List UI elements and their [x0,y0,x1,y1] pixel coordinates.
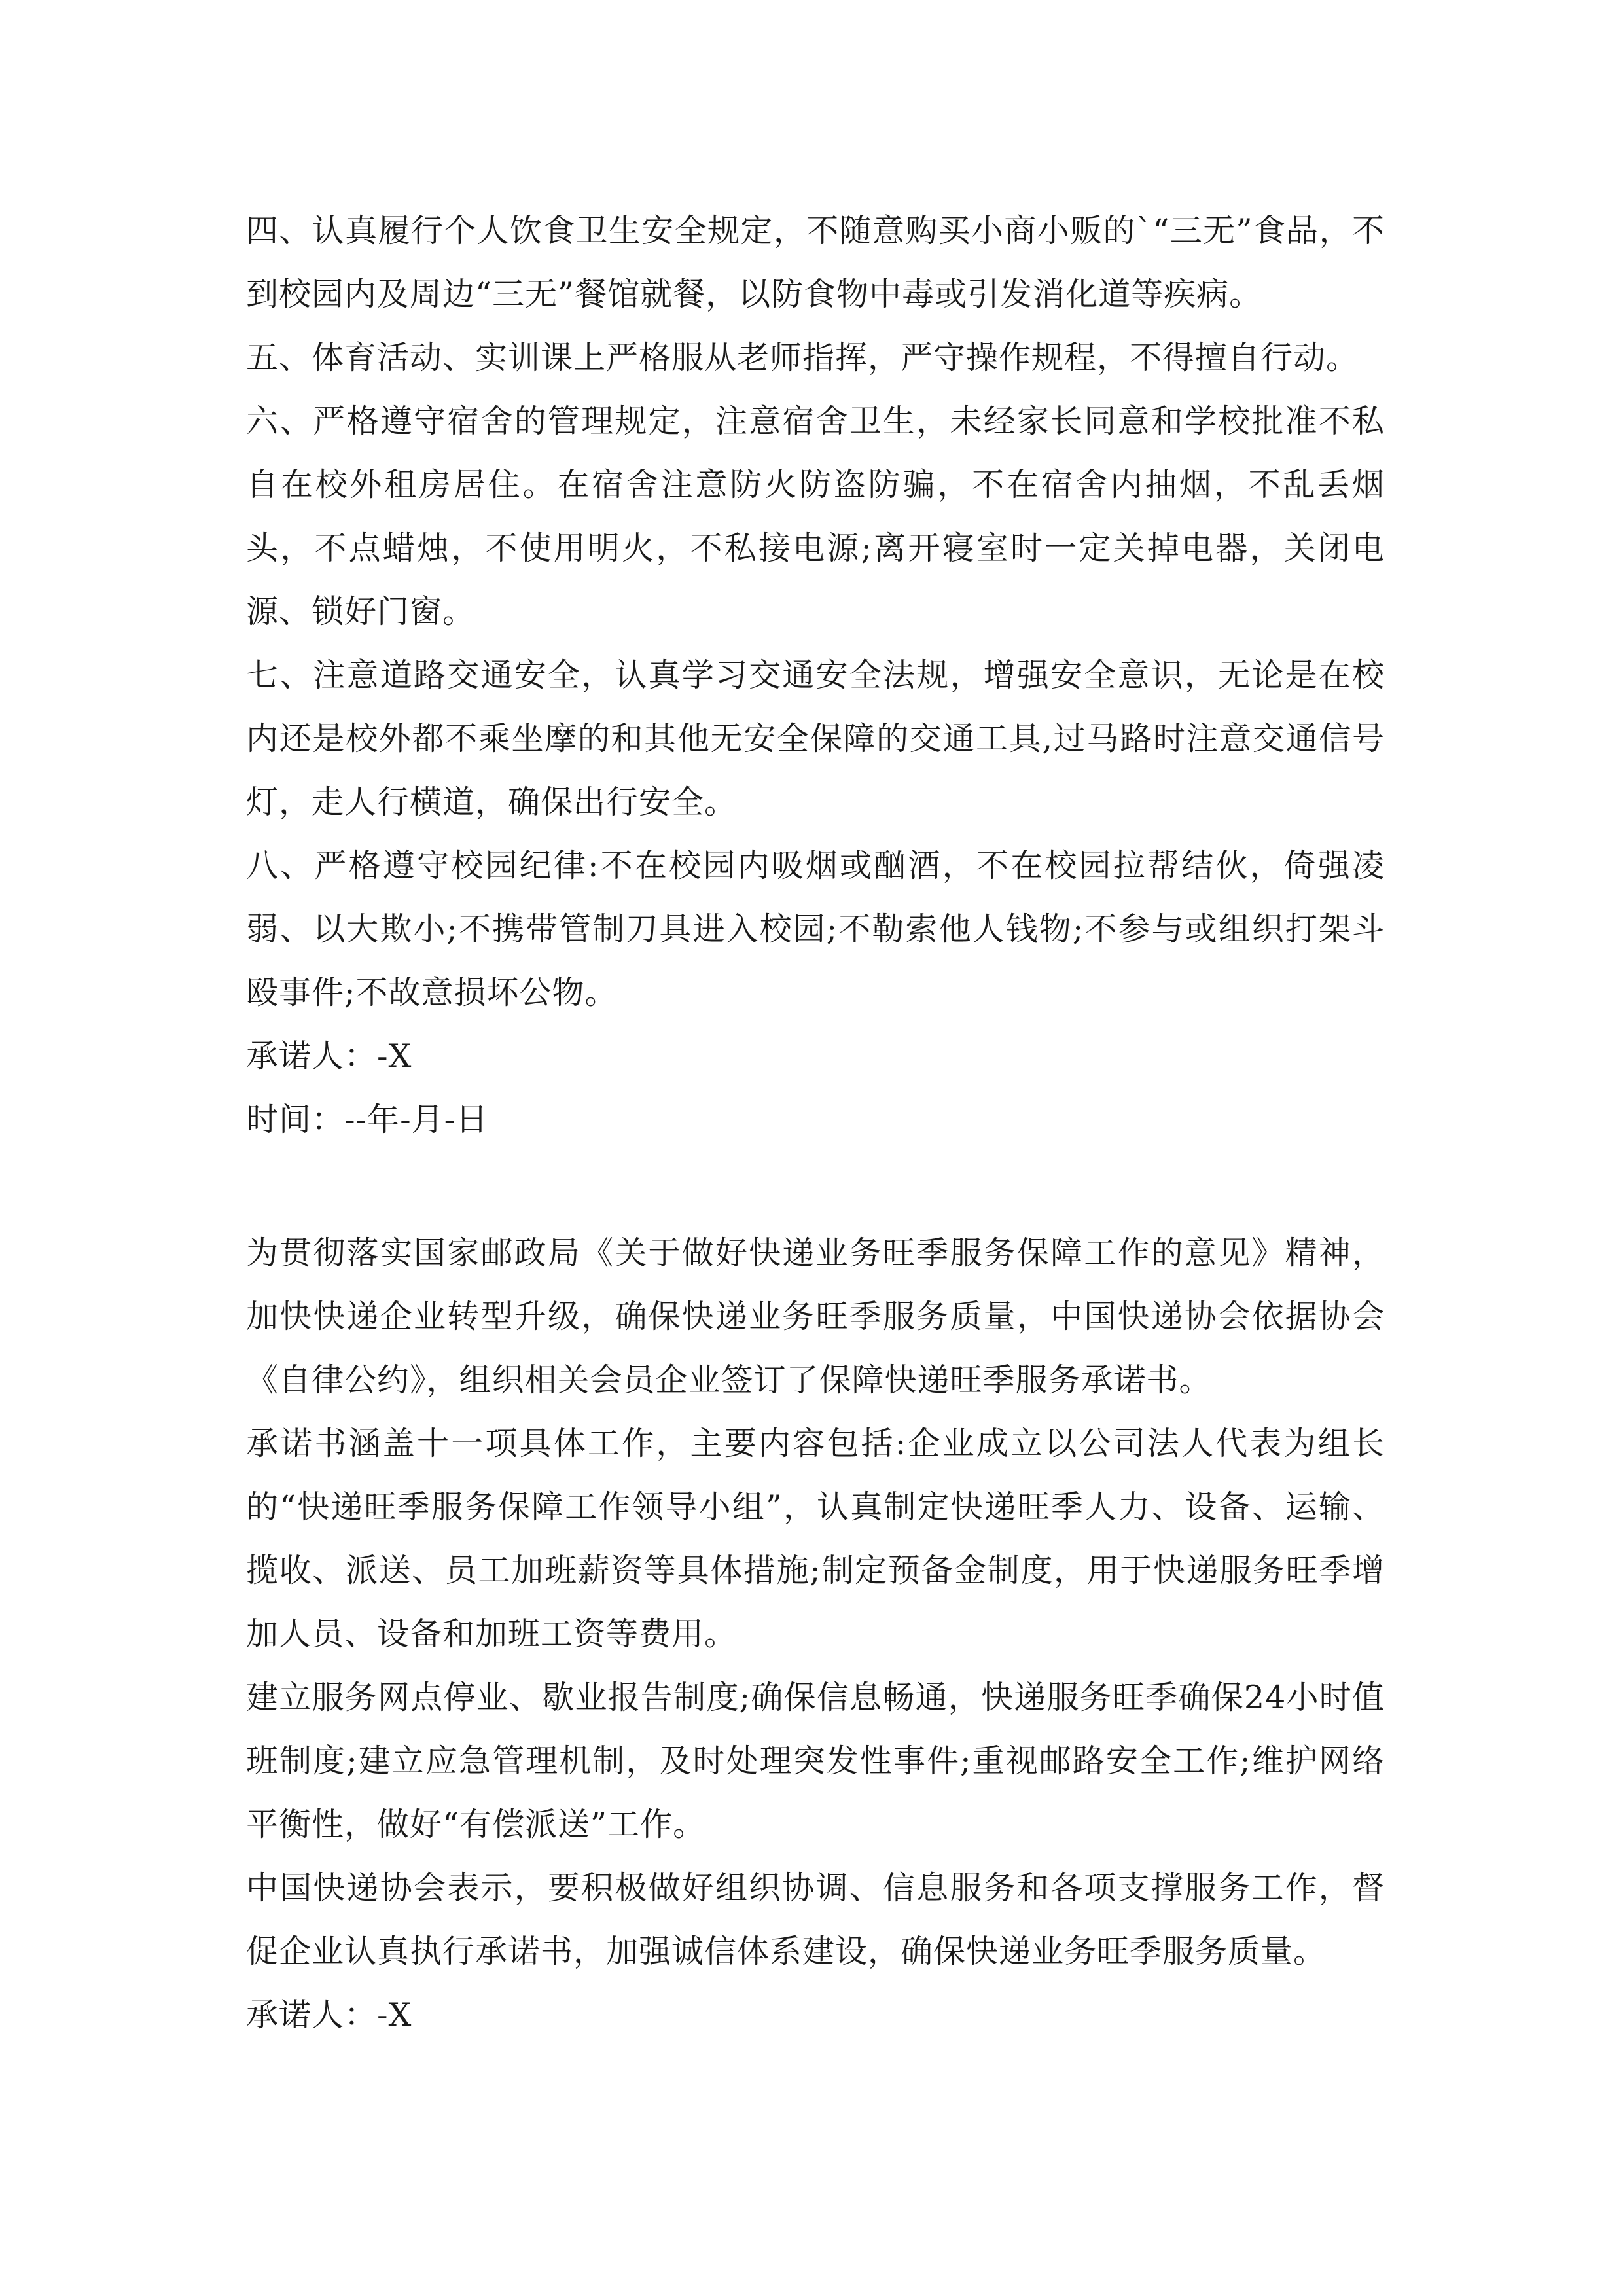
intro-paragraph: 为贯彻落实国家邮政局《关于做好快递业务旺季服务保障工作的意见》精神，加快快递企业转型升级，确保快递业务旺季服务质量，中国快递协会依据协会《自律公约》，组织相关会员企业签订了保障快递旺季服务承诺书。 [246,1234,1385,1399]
clause-four-paragraph: 四、认真履行个人饮食卫生安全规定，不随意购买小商小贩的`“三无”食品，不到校园内及周边“三无”餐馆就餐，以防食物中毒或引发消化道等疾病。 [246,212,1385,313]
safety-pledge-section [246,199,1385,1151]
reporting-paragraph: 建立服务网点停业、歇业报告制度;确保信息畅通，快递服务旺季确保24小时值班制度;建立应急管理机制，及时处理突发性事件;重视邮路安全工作;维护网络平衡性，做好“有偿派送”工作。 [246,1679,1385,1843]
promisor-line: 承诺人：-X [246,1037,412,1075]
express-service-pledge-section [246,1221,1385,2047]
date-line: 时间：--年-月-日 [246,1101,489,1138]
contents-paragraph: 承诺书涵盖十一项具体工作，主要内容包括:企业成立以公司法人代表为组长的“快递旺季服务保障工作领导小组”，认真制定快递旺季人力、设备、运输、揽收、派送、员工加班薪资等具体措施;制定预备金制度，用于快递服务旺季增加人员、设备和加班工资等费用。 [246,1425,1385,1653]
clause-five-paragraph: 五、体育活动、实训课上严格服从老师指挥，严守操作规程，不得擅自行动。 [246,339,1359,376]
clause-six-paragraph: 六、严格遵守宿舍的管理规定，注意宿舍卫生，未经家长同意和学校批准不私自在校外租房居住。在宿舍注意防火防盗防骗，不在宿舍内抽烟，不乱丢烟头，不点蜡烛，不使用明火，不私接电源;离开寝室时一定关掉电器，关闭电源、锁好门窗。 [246,403,1385,630]
clause-eight-paragraph: 八、严格遵守校园纪律:不在校园内吸烟或酗酒，不在校园拉帮结伙，倚强凌弱、以大欺小;不携带管制刀具进入校园;不勒索他人钱物;不参与或组织打架斗殴事件;不故意损坏公物。 [246,847,1385,1011]
clause-seven-paragraph: 七、注意道路交通安全，认真学习交通安全法规，增强安全意识，无论是在校内还是校外都不乘坐摩的和其他无安全保障的交通工具,过马路时注意交通信号灯，走人行横道，确保出行安全。 [246,656,1385,821]
promisor-line-2: 承诺人：-X [246,1996,412,2034]
association-statement-paragraph: 中国快递协会表示，要积极做好组织协调、信息服务和各项支撑服务工作，督促企业认真执行承诺书，加强诚信体系建设，确保快递业务旺季服务质量。 [246,1869,1385,1970]
